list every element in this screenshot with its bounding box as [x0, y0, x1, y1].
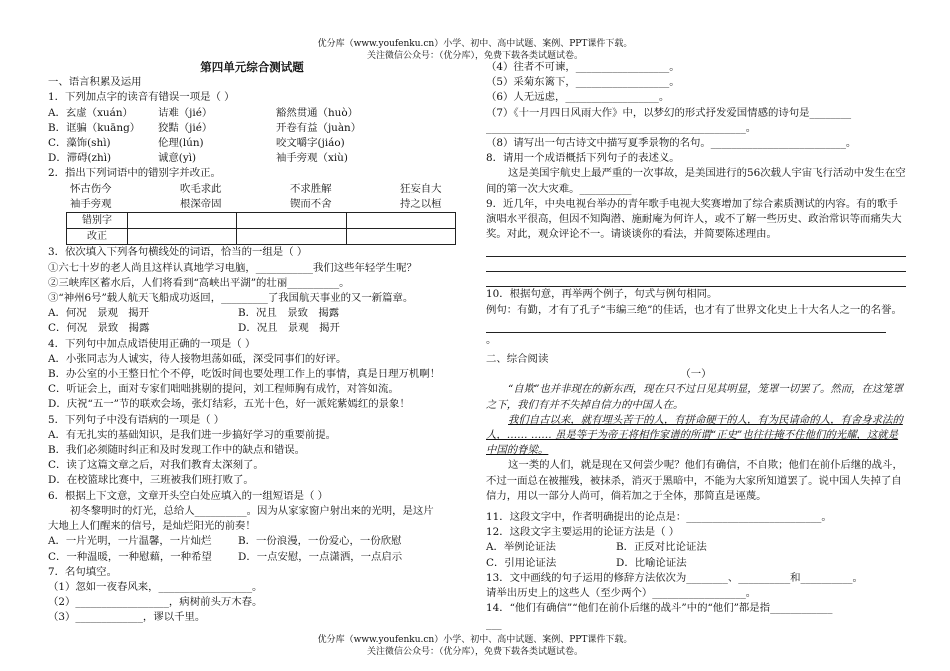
q5-option-b: B．我们必须随时纠正和及时发现工作中的缺点和错误。: [48, 444, 306, 457]
q7-item-5: （5）采菊东篱下，__________________。: [486, 76, 680, 89]
q7-stem: 7．名句填空。: [48, 565, 117, 578]
q1-d-1: D．滞碍(zhì): [48, 152, 112, 165]
q12-stem: 12．这段文字主要运用的论证方法是（ ）: [486, 526, 680, 539]
page-footer: [0, 634, 950, 658]
q7-item-1: （1）忽如一夜春风来，__________________。: [48, 580, 263, 593]
q1-row-a: [48, 106, 456, 121]
passage-paragraph-2: 我们自古以来，就有埋头苦干的人，有拼命硬干的人，有为民请命的人，有舍身求法的人，…… …… 虽是等于为帝王将相作家谱的所谓“正史”也往往掩不住他们的光耀，这就是中国的脊梁。: [486, 413, 903, 457]
q1-b-1: B．诓骗（kuāng）: [48, 121, 141, 134]
q13-line-2: 请举出历史上的这些人（至少两个）__________________。: [486, 587, 757, 600]
q6-passage-line-2: 大地上人们醒来的信号，是灿烂阳光的前奏！: [48, 520, 256, 533]
q1-a-1: A．玄虚（xuán）: [48, 106, 133, 119]
section-1-heading: 一、语言积累及运用: [48, 76, 142, 89]
q3-option-d: D．况且 景观 揭开: [238, 322, 340, 335]
table-cell[interactable]: [127, 229, 236, 245]
q7-item-7-blank: __________________________________________________。: [486, 121, 757, 134]
section-2-heading: 二、综合阅读: [486, 353, 549, 366]
page-header: [0, 38, 950, 62]
q10-example: 例句：有勤，才有了孔子“韦编三绝”的佳话，也才有了世界文化史上十大名人之一的名誉。: [486, 303, 902, 316]
q4-option-a: A．小张同志为人诚实，待人接物坦荡如砥，深受同事们的好评。: [48, 352, 347, 365]
q3-option-a: A．何况 景观 揭开: [48, 307, 150, 320]
correction-table: [66, 212, 456, 245]
q1-row-b: [48, 121, 456, 136]
table-label-correct: 改正: [67, 229, 128, 245]
q2-word: 持之以桓: [400, 197, 442, 210]
q11: 11．这段文字中，作者明确提出的论点是：__________________________。: [486, 511, 832, 524]
q7-item-2: （2）__________________，病树前头万木春。: [48, 596, 263, 609]
q6-options-row-1: [48, 534, 456, 549]
q3-sentence-2: ②三峡库区蓄水后，人们将看到“高峡出平湖”的壮丽__________。: [48, 276, 350, 289]
q2-words-row-1: [48, 182, 456, 197]
q10-stem: 10．根据句意，再举两个例子，句式与例句相同。: [486, 288, 718, 301]
q12-options-row-1: [486, 540, 906, 555]
q3-option-c: C．何况 景致 揭露: [48, 322, 150, 335]
q1-c-3: 咬文嚼字(jiáo): [276, 137, 345, 150]
q1-options: [48, 106, 456, 167]
q7-item-7: （7）《十一月四日风雨大作》中，以梦幻的形式抒发爱国情感的诗句是________: [486, 106, 852, 119]
q2-word: 吹毛求此: [180, 182, 222, 195]
q2-word: 不求胜解: [290, 182, 332, 195]
q3-options-row-1: [48, 306, 456, 321]
q7-item-8: （8）请写出一句古诗文中描写夏季景物的名句。__________________________。: [486, 137, 857, 150]
q1-d-2: 诚意(yì): [158, 152, 197, 165]
q1-a-2: 诘难（jié）: [158, 106, 213, 119]
q1-c-1: C．藻饰(shì): [48, 137, 111, 150]
table-cell[interactable]: [237, 229, 346, 245]
q3-stem: 3．依次填入下列各句横线处的词语，恰当的一组是（ ）: [48, 246, 308, 259]
answer-line[interactable]: [486, 318, 886, 333]
q6-option-a: A．一片光明，一片温馨，一片灿烂: [48, 535, 212, 548]
header-line-2: 关注微信公众号：（优分库），免费下载各类试题试卷。: [366, 51, 583, 61]
left-column: [48, 60, 456, 626]
q7-item-6: （6）人无远虑，__________________。: [486, 91, 670, 104]
q3-sentence-1: ①六七十岁的老人尚且这样认真地学习电脑，___________我们这些年轻学生呢？: [48, 261, 417, 274]
q3-sentence-3: ③“神州6号”载人航天飞船成功返回，_________了我国航天事业的又一新篇章。: [48, 292, 414, 305]
q1-b-3: 开卷有益（juàn）: [276, 121, 362, 134]
table-cell[interactable]: [346, 229, 455, 245]
q2-word: 锲而不舍: [290, 197, 332, 210]
answer-line[interactable]: [486, 272, 906, 287]
q8-stem: 8．请用一个成语概括下列句子的表述义。: [486, 152, 680, 165]
passage-number: （一）: [680, 368, 712, 381]
q6-option-d: D．一点安慰，一点潇洒，一点启示: [238, 550, 403, 563]
q12-option-d: D．比喻论证法: [616, 556, 687, 569]
q2-word: 袖手旁观: [70, 197, 112, 210]
q3-option-b: B．况且 景致 揭露: [238, 307, 340, 320]
table-label-wrong: 错别字: [67, 213, 128, 229]
q2-word: 狂妄自大: [400, 182, 442, 195]
q1-a-3: 豁然贯通（huò）: [276, 106, 358, 119]
q5-option-d: D．在校篮球比赛中，三班被我们班打败了。: [48, 474, 254, 487]
footer-line-2: 关注微信公众号：（优分库），免费下载各类试题试卷。: [366, 647, 583, 657]
q6-stem: 6．根据上下文意，文章开头空白处应填入的一组短语是（ ）: [48, 489, 329, 502]
q2-stem: 2．指出下列词语中的错别字并改正。: [48, 167, 221, 180]
q5-stem: 5．下列句子中没有语病的一项是（ ）: [48, 413, 225, 426]
q1-d-3: 袖手旁观（xiù): [276, 152, 348, 165]
q12-option-c: C．引用论证法: [486, 556, 557, 569]
q6-passage-line-1: 初冬黎明时的灯光，总给人__________。因为从家家窗户射出来的光明，是这片: [70, 504, 434, 517]
q12-options-row-2: [486, 556, 906, 571]
table-cell[interactable]: [346, 213, 455, 229]
q1-stem: 1．下列加点字的读音有错误一项是（ ）: [48, 91, 235, 104]
q4-option-c: C．听证会上，面对专家们咄咄挑剔的提问，刘工程师胸有成竹，对答如流。: [48, 383, 399, 396]
q3-options-row-2: [48, 321, 456, 336]
page-title: 第四单元综合测试题: [200, 60, 304, 74]
q1-b-2: 狡黠（jié）: [158, 121, 213, 134]
q7-item-3: （3）_____________，谬以千里。: [48, 611, 206, 624]
q1-row-c: [48, 136, 456, 151]
passage-paragraph-1: “自欺”也并非现在的新东西，现在只不过日见其明显，笼罩一切罢了。然而，在这笼罩之下，我们有并不失掉自信力的中国人在。: [486, 383, 904, 411]
q10-end: 。: [486, 333, 497, 346]
footer-line-1: 优分库（www.youfenku.cn）小学、初中、高中试题、案例、PPT课件下载。: [317, 635, 633, 645]
table-row: [67, 213, 456, 229]
answer-line[interactable]: [486, 257, 906, 272]
q1-row-d: [48, 151, 456, 166]
header-line-1: 优分库（www.youfenku.cn）小学、初中、高中试题、案例、PPT课件下载。: [317, 39, 633, 49]
q2-words-row-2: [48, 197, 456, 212]
q6-option-b: B．一份浪漫，一份爱心，一份欣慰: [238, 535, 402, 548]
answer-line[interactable]: [486, 242, 906, 257]
q12-option-a: A．举例论证法: [486, 541, 556, 554]
q4-option-b: B．办公室的小王整日忙个不停，吃饭时间也要处理工作上的事情，真是日理万机啊！: [48, 368, 441, 381]
q2-word: 怀古伤今: [70, 182, 112, 195]
q4-stem: 4．下列句中加点成语使用正确的一项是（ ）: [48, 337, 256, 350]
q14: 14．“他们有确信”“他们在前仆后继的战斗”中的“他们”都是指____________: [486, 602, 833, 615]
q6-options-row-2: [48, 550, 456, 565]
q5-option-a: A．有无扎实的基础知识，是我们进一步搞好学习的重要前提。: [48, 428, 337, 441]
table-cell[interactable]: [127, 213, 236, 229]
q5-option-c: C．读了这篇文章之后，对我们教育太深刻了。: [48, 459, 264, 472]
q14-continuation: ___: [486, 617, 502, 630]
passage-paragraph-3: 这一类的人们，就是现在又何尝少呢？他们有确信，不自欺；他们在前仆后继的战斗，不过一面总在被摧残，被抹杀，消灭于黑暗中，不能为大家所知道罢了。说中国人失掉了自信力，用以一部分人尚可，倘若加之于全体，那简直是诬蔑。: [486, 459, 903, 502]
table-row: [67, 229, 456, 245]
q8-passage: 这是美国宇航史上最严重的一次事故，是美国进行的56次载人宇宙飞行活动中发生在空间的第一次大灾难。__________: [486, 167, 906, 195]
table-cell[interactable]: [237, 213, 346, 229]
q1-c-2: 伦理(lún): [158, 137, 204, 150]
q13-line-1: 13．文中画线的句子运用的修辞方法依次为________、__________和__________。: [486, 571, 863, 584]
q2-word: 根深帝固: [180, 197, 222, 210]
q7-item-4: （4）往者不可谏，__________________。: [486, 61, 680, 73]
q4-option-d: D．庆祝“五一”节的联欢会场，张灯结彩，五光十色，好一派姹紫嫣红的景象！: [48, 398, 410, 411]
q9-text: 9．近几年，中央电视台举办的青年歌手电视大奖赛增加了综合素质测试的内容。有的歌手演唱水平很高，但因不知陶潜、施耐庵为何许人，或不了解一些历史、政治常识等而痛失大奖。对此，观众评论不一。请谈谈你的看法，并简要陈述理由。: [486, 197, 902, 241]
right-column: [486, 60, 906, 632]
q12-option-b: B．正反对比论证法: [616, 541, 707, 554]
q6-option-c: C．一种温暖，一种慰藉，一种希望: [48, 550, 212, 563]
